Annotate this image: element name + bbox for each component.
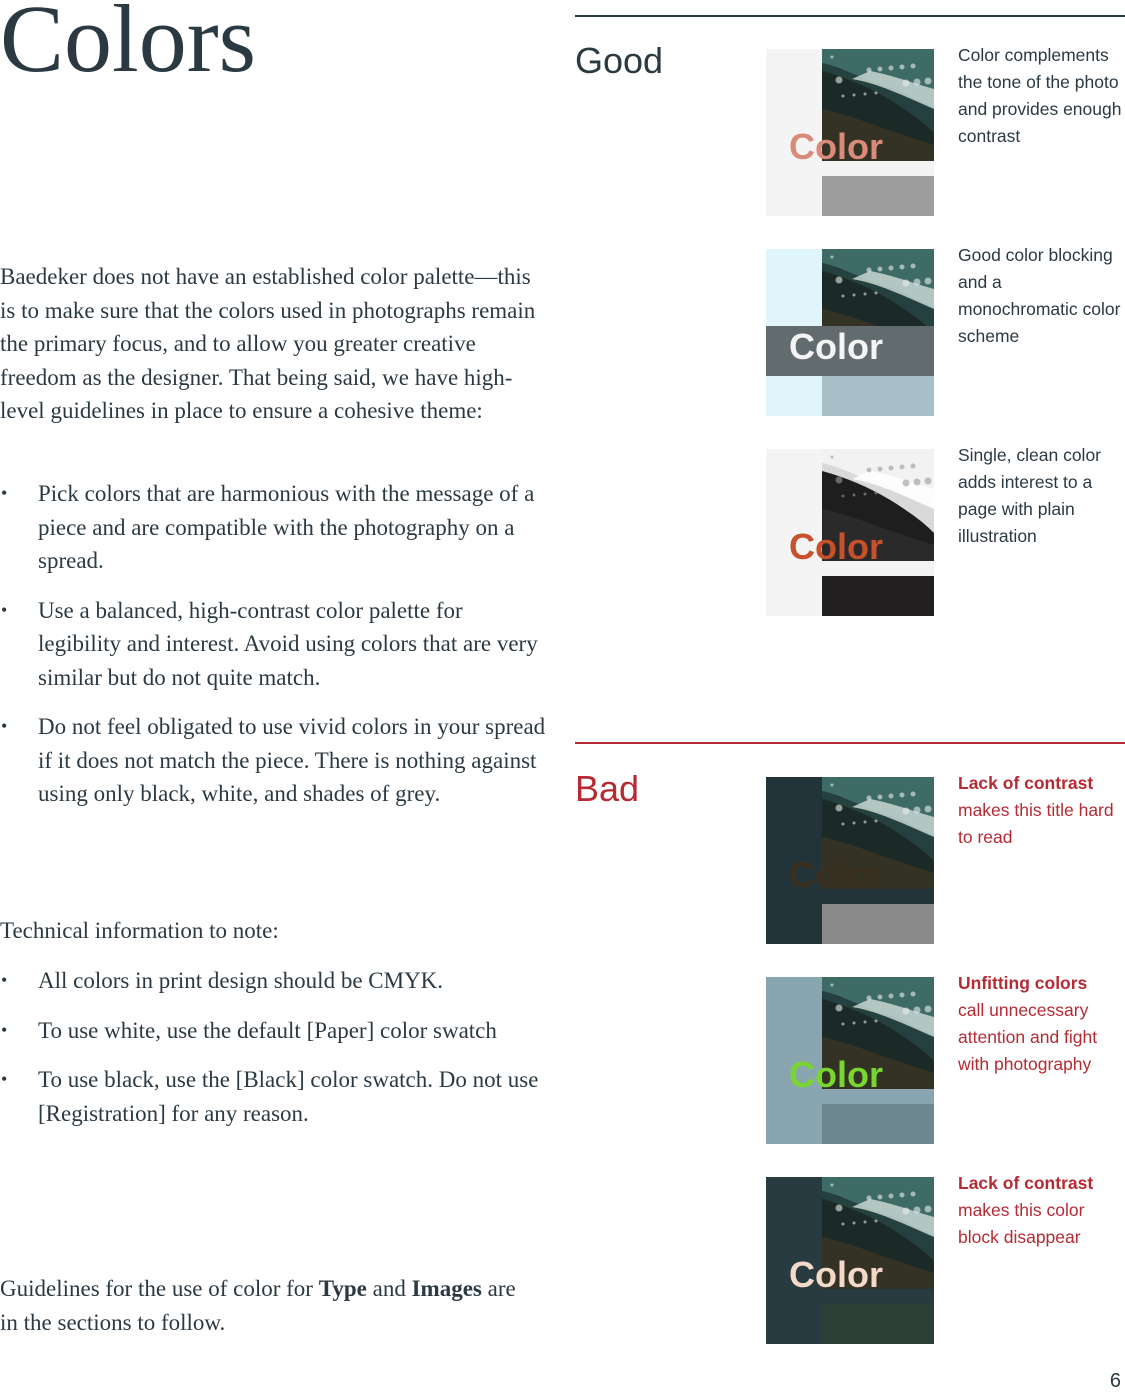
color-block-lower [822, 376, 934, 416]
bad-example-2 [766, 977, 934, 1144]
guideline-item: • Pick colors that are harmonious with the message of a piece and are compatible with the photography on a spread. [0, 477, 548, 578]
color-block-lower [822, 576, 934, 616]
sample-title-text: Color [789, 326, 883, 367]
good-caption-2 [958, 242, 1125, 350]
bad-example-1 [766, 777, 934, 944]
type-link-text: Type [318, 1276, 367, 1301]
bad-example-3 [766, 1177, 934, 1344]
sample-title-text: Color [789, 1254, 883, 1295]
caption-text: Good color blocking and a monochromatic color scheme [958, 245, 1121, 346]
technical-info-heading: Technical information to note: [0, 918, 279, 943]
caption-text: Single, clean color adds interest to a page with plain illustration [958, 445, 1101, 546]
guideline-item: • Do not feel obligated to use vivid colors in your spread if it does not match the piece. There is nothing against using only black, white, and shades of grey. [0, 710, 548, 811]
technical-info-list [0, 964, 548, 1146]
technical-item: • To use white, use the default [Paper] color swatch [0, 1014, 548, 1048]
caption-emphasis: Lack of contrast [958, 1173, 1094, 1193]
caption-text: call unnecessary attention and fight with photography [958, 1000, 1098, 1074]
sample-title-text: Color [789, 126, 883, 167]
color-block-lower [822, 176, 934, 216]
bad-caption-3 [958, 1170, 1125, 1251]
bad-section-divider [575, 742, 1125, 744]
closing-prefix: Guidelines for the use of color for [0, 1276, 319, 1301]
good-example-3 [766, 449, 934, 616]
good-caption-1 [958, 42, 1125, 150]
bad-caption-2 [958, 970, 1125, 1078]
intro-paragraph: Baedeker does not have an established color palette—this is to make sure that the colors used in photographs remain the primary focus, and to allow you greater creative freedom as the designer. That being said, we have high-level guidelines in place to ensure a cohesive theme: [0, 264, 536, 423]
good-section-label: Good [575, 40, 664, 81]
technical-item: • All colors in print design should be CMYK. [0, 964, 548, 998]
good-section-divider [575, 15, 1125, 17]
caption-text: makes this color block disappear [958, 1200, 1085, 1247]
caption-text: Color complements the tone of the photo and provides enough contrast [958, 45, 1122, 146]
sample-title-text: Color [789, 1054, 883, 1095]
closing-paragraph [0, 1272, 520, 1339]
guideline-item: • Use a balanced, high-contrast color palette for legibility and interest. Avoid using colors that are very similar but do not quite match. [0, 594, 548, 695]
closing-middle: and [366, 1276, 412, 1301]
color-block-lower [822, 1304, 934, 1344]
closing-suffix: are in the sections to follow. [0, 1276, 516, 1335]
sample-title-text: Color [789, 854, 883, 895]
caption-emphasis: Unfitting colors [958, 973, 1088, 993]
bad-section-label: Bad [575, 768, 640, 809]
page-title: Colors [0, 0, 257, 92]
page-number: 6 [1109, 1370, 1121, 1392]
sample-title-text: Color [789, 526, 883, 567]
good-example-2 [766, 249, 934, 416]
bad-caption-1 [958, 770, 1125, 851]
caption-emphasis: Lack of contrast [958, 773, 1094, 793]
color-block-lower [822, 1104, 934, 1144]
images-link-text: Images [411, 1276, 482, 1301]
guideline-list [0, 477, 548, 827]
caption-text: makes this title hard to read [958, 800, 1114, 847]
good-caption-3 [958, 442, 1125, 550]
good-example-1 [766, 49, 934, 216]
technical-item: • To use black, use the [Black] color swatch. Do not use [Registration] for any reason. [0, 1063, 548, 1130]
color-block-lower [822, 904, 934, 944]
